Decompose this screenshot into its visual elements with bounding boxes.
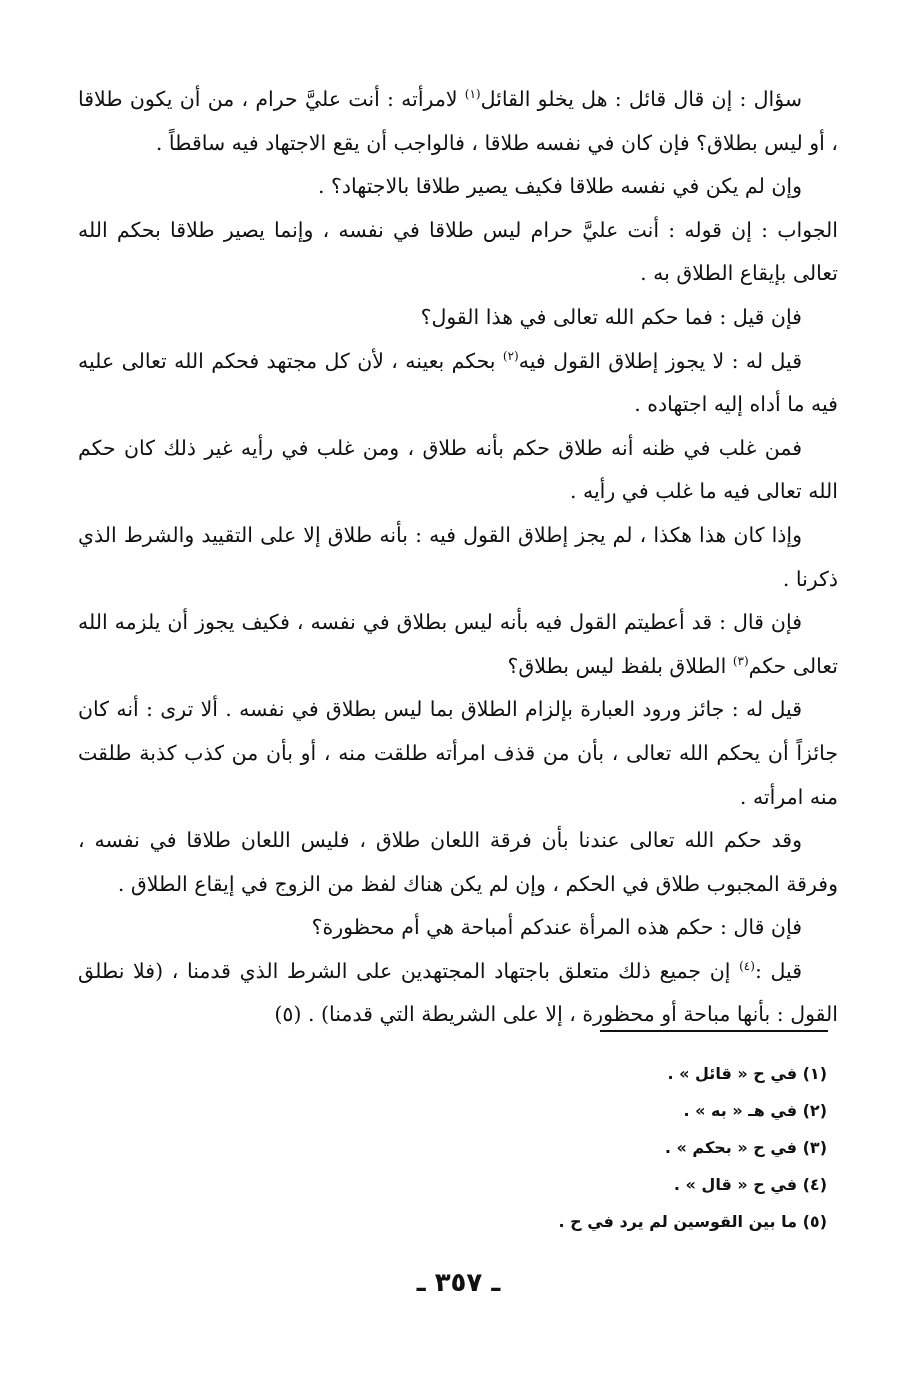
footnote: (٥) ما بين القوسين لم يرد في ح . [558,1212,827,1231]
footnote-ref: (٤) [739,959,755,974]
footnote: (٢) في هـ « به » . [683,1101,827,1120]
paragraph: قيل له : لا يجوز إطلاق القول فيه$^{(٢)}$ بحكم بعينه ، لأن كل مجتهد فحكم الله تعالى عليه فيه ما أداه إليه اجتهاده . [78,348,838,417]
paragraph-answer: الجواب : إن قوله : أنت عليَّ حرام ليس طلاقا في نفسه ، وإنما يصير طلاقا بحكم الله تعالى بإيقاع الطلاق به . [78,217,838,286]
page-number: ـ ٣٥٧ ـ [416,1268,501,1298]
paragraph: فإن قال : قد أعطيتم القول فيه بأنه ليس بطلاق في نفسه ، فكيف يجوز أن يلزمه الله تعالى حكم$^{(٣)}$ الطلاق بلفظ ليس بطلاق؟ [78,610,838,678]
footnote-ref: (٢) [502,348,519,363]
main-text [78,78,838,1037]
paragraph: وإذا كان هذا هكذا ، لم يجز إطلاق القول فيه : بأنه طلاق إلا على التقييد والشرط الذي ذكرنا . [78,522,838,591]
paragraph-question: سؤال : إن قال قائل : هل يخلو القائل$^{(١)}$ لامرأته : أنت عليَّ حرام ، من أن يكون طلاقا ، أو ليس بطلاق؟ فإن كان في نفسه طلاقا ، فالواجب أن يقع الاجتهاد فيه ساقطاً . [78,87,838,155]
paragraph: قيل :$^{(٤)}$ إن جميع ذلك متعلق باجتهاد المجتهدين على الشرط الذي قدمنا ، (فلا نطلق القول : بأنها مباحة أو محظورة ، إلا على الشريطة التي قدمنا) . (٥) [78,958,838,1027]
paragraph: فمن غلب في ظنه أنه طلاق حكم بأنه طلاق ، ومن غلب في رأيه غير ذلك كان حكم الله تعالى فيه ما غلب في رأيه . [78,435,838,504]
footnote: (١) في ح « قائل » . [667,1064,827,1083]
paragraph: قيل له : جائز ورود العبارة بإلزام الطلاق بما ليس بطلاق في نفسه . ألا ترى : أنه كان جائزاً أن يحكم الله تعالى ، بأن من قذف امرأته طلقت منه ، أو بأن من كذب كذبة طلقت منه امرأته . [78,697,838,809]
paragraph: وقد حكم الله تعالى عندنا بأن فرقة اللعان طلاق ، فليس اللعان طلاقا في نفسه ، وفرقة المجبوب طلاق في الحكم ، وإن لم يكن هناك لفظ من الزوج في إيقاع الطلاق . [78,828,838,896]
footnotes [467,1055,827,1240]
footnote-ref: (٣) [732,653,749,668]
footnote: (٤) في ح « قال » . [673,1175,827,1194]
footnote-divider [600,1030,828,1032]
paragraph-question-cont: وإن لم يكن في نفسه طلاقا فكيف يصير طلاقا بالاجتهاد؟ . [318,174,802,199]
paragraph: فإن قال : حكم هذه المرأة عندكم أمباحة هي أم محظورة؟ [311,915,802,940]
paragraph: فإن قيل : فما حكم الله تعالى في هذا القول؟ [420,304,802,329]
footnote-ref: (١) [464,87,481,102]
footnote: (٣) في ح « بحكم » . [664,1138,827,1157]
